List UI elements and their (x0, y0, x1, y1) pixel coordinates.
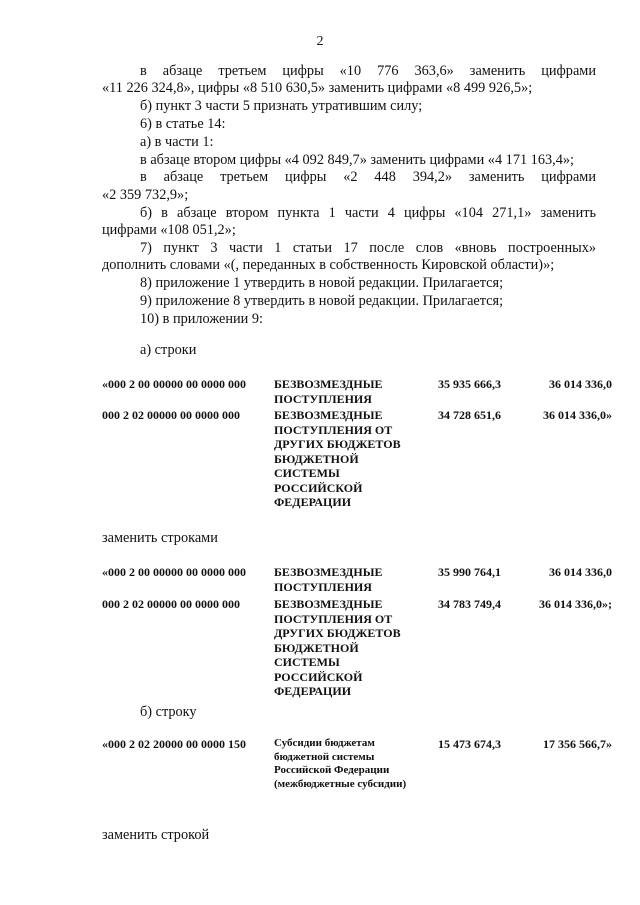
label-b-row: б) строку (140, 704, 197, 720)
value-col2: 36 014 336,0 (549, 565, 612, 579)
paragraph-line: 8) приложение 1 утвердить в новой редакции. Прилагается; (140, 275, 504, 291)
paragraph-line: 9) приложение 8 утвердить в новой редакции. Прилагается; (140, 293, 504, 309)
label-replace-row: заменить строкой (102, 827, 210, 843)
label-a-rows: а) строки (140, 342, 197, 358)
item-name: БЕЗВОЗМЕЗДНЫЕ ПОСТУПЛЕНИЯ (274, 377, 383, 406)
label-replace-rows: заменить строками (102, 530, 218, 546)
value-col1: 15 473 674,3 (438, 737, 501, 751)
value-col2: 36 014 336,0» (543, 408, 612, 422)
page-number: 2 (316, 34, 324, 49)
paragraph-line: цифрами «108 051,2»; (102, 222, 236, 238)
paragraph-line: 7) пункт 3 части 1 статьи 17 после слов «вновь построенных» (140, 240, 596, 256)
paragraph-line: «11 226 324,8», цифры «8 510 630,5» заменить цифрами «8 499 926,5»; (102, 80, 533, 96)
value-col1: 35 935 666,3 (438, 377, 501, 391)
budget-code: 000 2 02 00000 00 0000 000 (102, 597, 240, 611)
item-name: БЕЗВОЗМЕЗДНЫЕ ПОСТУПЛЕНИЯ (274, 565, 383, 594)
budget-code: «000 2 00 00000 00 0000 000 (102, 565, 246, 579)
paragraph-line: б) пункт 3 части 5 признать утратившим силу; (140, 98, 423, 114)
budget-code: 000 2 02 00000 00 0000 000 (102, 408, 240, 422)
paragraph-line: «2 359 732,9»; (102, 187, 189, 203)
budget-code: «000 2 00 00000 00 0000 000 (102, 377, 246, 391)
value-col2: 36 014 336,0»; (539, 597, 612, 611)
paragraph-line: 10) в приложении 9: (140, 311, 264, 327)
item-name: БЕЗВОЗМЕЗДНЫЕ ПОСТУПЛЕНИЯ ОТ ДРУГИХ БЮДЖЕТОВ БЮДЖЕТНОЙ СИСТЕМЫ РОССИЙСКОЙ ФЕДЕРАЦИИ (274, 597, 401, 698)
paragraph-line: б) в абзаце втором пункта 1 части 4 цифры «104 271,1» заменить (140, 205, 596, 221)
paragraph-line: в абзаце третьем цифры «10 776 363,6» заменить цифрами (140, 63, 596, 79)
paragraph-line: в абзаце третьем цифры «2 448 394,2» заменить цифрами (140, 169, 596, 185)
paragraph-line: дополнить словами «(, переданных в собственность Кировской области)»; (102, 257, 555, 273)
value-col2: 36 014 336,0 (549, 377, 612, 391)
value-col2: 17 356 566,7» (543, 737, 612, 751)
value-col1: 35 990 764,1 (438, 565, 501, 579)
budget-code: «000 2 02 20000 00 0000 150 (102, 737, 246, 751)
paragraph-line: в абзаце втором цифры «4 092 849,7» заменить цифрами «4 171 163,4»; (140, 152, 574, 168)
paragraph-line: а) в части 1: (140, 134, 214, 150)
item-name: Субсидии бюджетам бюджетной системы Российской Федерации (межбюджетные субсидии) (274, 737, 407, 790)
paragraph-line: 6) в статье 14: (140, 116, 226, 132)
item-name: БЕЗВОЗМЕЗДНЫЕ ПОСТУПЛЕНИЯ ОТ ДРУГИХ БЮДЖЕТОВ БЮДЖЕТНОЙ СИСТЕМЫ РОССИЙСКОЙ ФЕДЕРАЦИИ (274, 408, 401, 509)
value-col1: 34 728 651,6 (438, 408, 501, 422)
value-col1: 34 783 749,4 (438, 597, 501, 611)
